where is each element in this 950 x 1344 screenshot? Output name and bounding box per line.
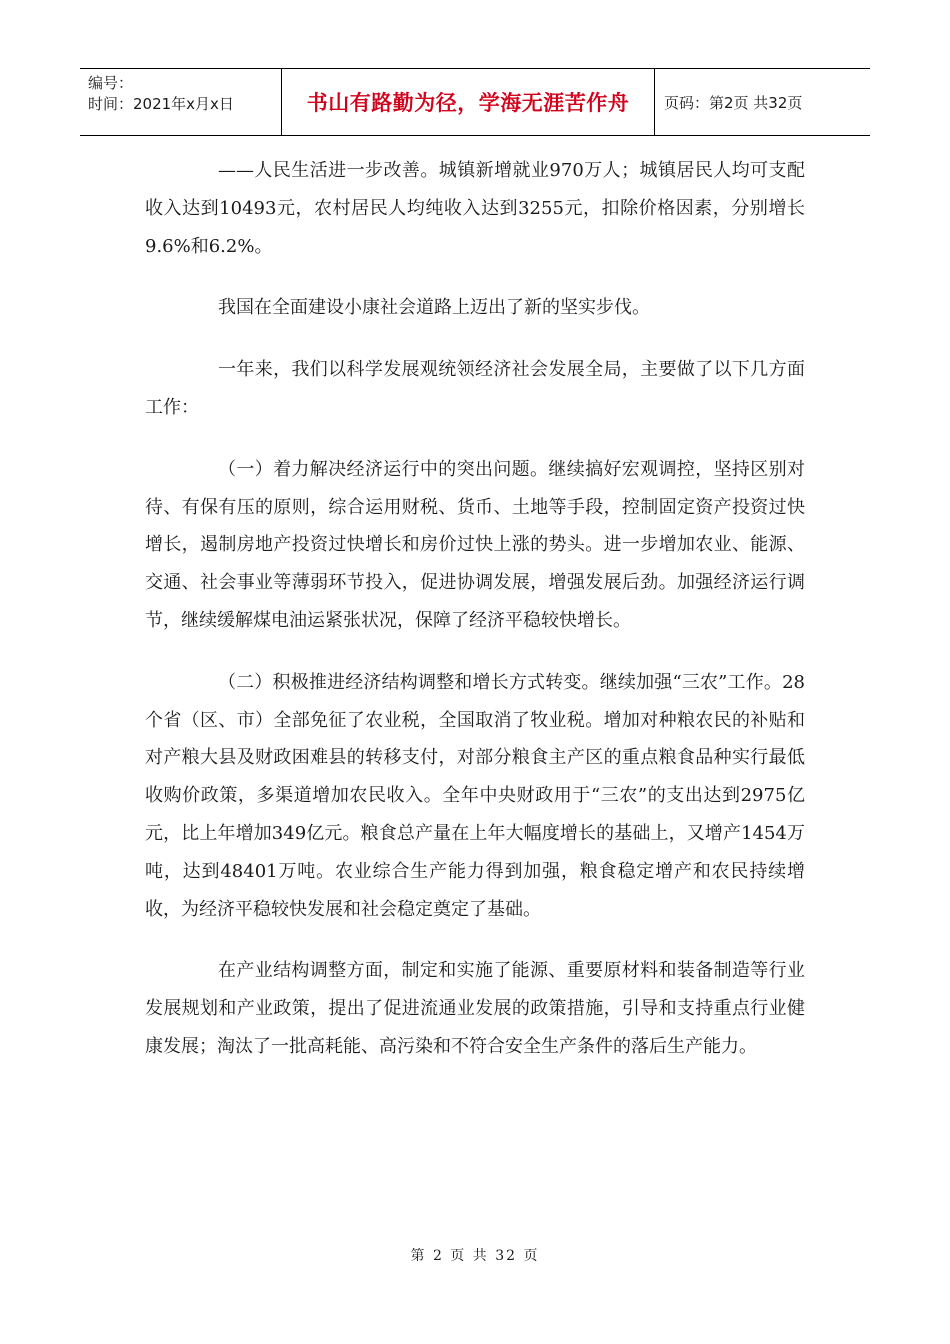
paragraph: 一年来，我们以科学发展观统领经济社会发展全局，主要做了以下几方面工作： bbox=[145, 359, 805, 418]
header-motto: 书山有路勤为径，学海无涯苦作舟 bbox=[282, 69, 655, 135]
header-meta bbox=[80, 69, 282, 135]
document-body bbox=[145, 152, 805, 1090]
doc-number-label: 编号： bbox=[88, 74, 134, 92]
paragraph: （二）积极推进经济结构调整和增长方式转变。继续加强“三农”工作。28个省（区、市）全部免征了农业税，全国取消了牧业税。增加对种粮农民的补贴和对产粮大县及财政困难县的转移支付，对部分粮食主产区的重点粮食品种实行最低收购价政策，多渠道增加农民收入。全年中央财政用于“三农”的支出达到2975亿元，比上年增加349亿元。粮食总产量在上年大幅度增长的基础上，又增产1454万吨，达到48401万吨。农业综合生产能力得到加强，粮食稳定增产和农民持续增收，为经济平稳较快发展和社会稳定奠定了基础。 bbox=[145, 671, 805, 920]
paragraph: 我国在全面建设小康社会道路上迈出了新的坚实步伐。 bbox=[218, 297, 650, 319]
paragraph: 在产业结构调整方面，制定和实施了能源、重要原材料和装备制造等行业发展规划和产业政策，提出了促进流通业发展的政策措施，引导和支持重点行业健康发展；淘汰了一批高耗能、高污染和不符合安全生产条件的落后生产能力。 bbox=[145, 960, 805, 1057]
paragraph: ——人民生活进一步改善。城镇新增就业970万人；城镇居民人均可支配收入达到10493元，农村居民人均纯收入达到3255元，扣除价格因素，分别增长9.6%和6.2%。 bbox=[145, 160, 805, 257]
page-footer: 第 2 页 共 32 页 bbox=[410, 1248, 540, 1264]
header-page-info: 页码：第2页 共32页 bbox=[664, 93, 803, 112]
doc-date-label: 时间：2021年x月x日 bbox=[88, 95, 234, 113]
paragraph: （一）着力解决经济运行中的突出问题。继续搞好宏观调控，坚持区别对待、有保有压的原则，综合运用财税、货币、土地等手段，控制固定资产投资过快增长，遏制房地产投资过快增长和房价过快上涨的势头。进一步增加农业、能源、交通、社会事业等薄弱环节投入，促进协调发展，增强发展后劲。加强经济运行调节，继续缓解煤电油运紧张状况，保障了经济平稳较快增长。 bbox=[145, 458, 805, 631]
document-header bbox=[80, 68, 870, 136]
